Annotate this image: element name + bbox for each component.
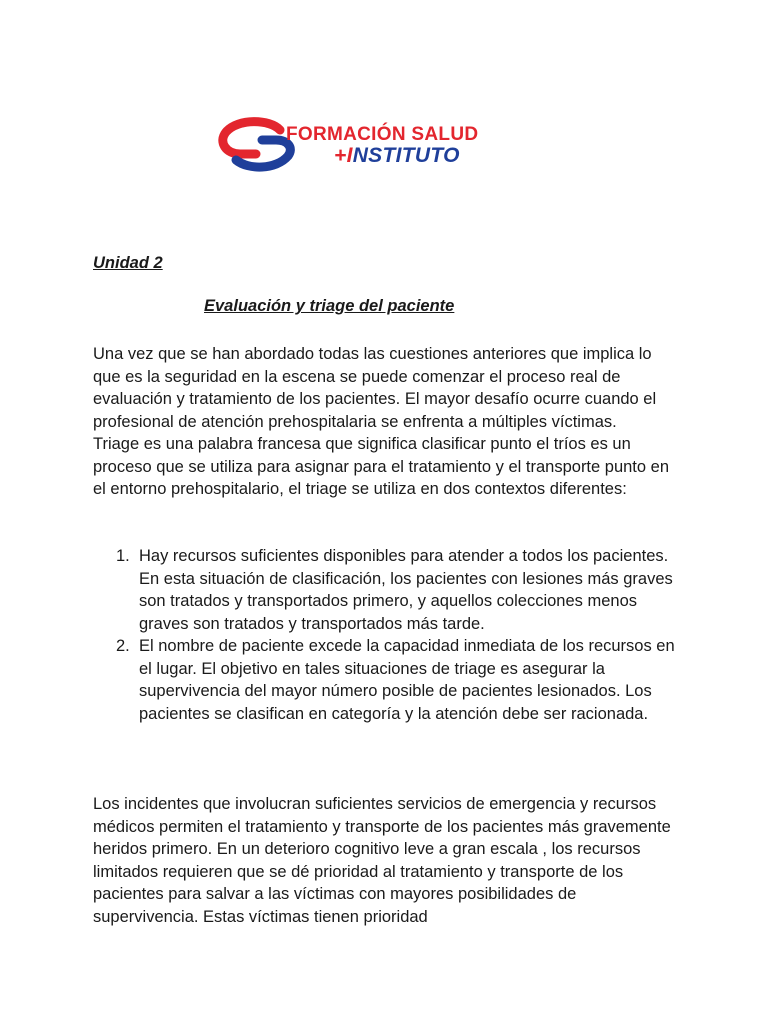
unit-heading: Unidad 2 [93,254,163,272]
list-item [93,545,683,635]
list-item-number: 2. [116,637,130,655]
list-item-text: Hay recursos suficientes disponibles para atender a todos los pacientes. En esta situación de clasificación, los pacientes con lesiones más graves son tratados y transportados primero, y aquellos colecciones menos graves son tratados y transportados más tarde. [139,547,673,633]
list-item-number: 1. [116,547,130,565]
logo-cross-icon: + [334,144,347,167]
intro-paragraphs [93,343,683,501]
paragraph-intro: Una vez que se han abordado todas las cuestiones anteriores que implica lo que es la seguridad en la escena se puede comenzar el proceso real de evaluación y tratamiento de los pacientes. El mayor desafío ocurre cuando el profesional de atención prehospitalaria se enfrenta a múltiples víctimas. [93,345,657,431]
formacion-salud-logo [218,116,508,172]
logo-figure-letter: I [346,144,353,167]
document-title: Evaluación y triage del paciente [204,297,455,315]
logo-line-instituto [334,144,460,168]
list-item-text: El nombre de paciente excede la capacidad inmediata de los recursos en el lugar. El objetivo en tales situaciones de triage es asegurar la supervivencia del mayor número posible de pacientes lesionados. Los pacientes se clasifican en categoría y la atención debe ser racionada. [139,637,675,723]
paragraph-incidents: Los incidentes que involucran suficientes servicios de emergencia y recursos médicos permiten el tratamiento y transporte de los pacientes más gravemente heridos primero. En un deterioro cognitivo leve a gran escala , los recursos limitados requieren que se dé prioridad al tratamiento y transporte de los pacientes para salvar a las víctimas con mayores posibilidades de supervivencia. Estas víctimas tienen prioridad [93,795,671,926]
list-item [93,635,683,725]
logo-instituto-text: NSTITUTO [352,144,460,167]
triage-contexts-list [93,545,683,725]
paragraph-triage-definition: Triage es una palabra francesa que significa clasificar punto el tríos es un proceso que se utiliza para asignar para el tratamiento y el transporte punto en el entorno prehospitalario, el triage se utiliza en dos contextos diferentes: [93,435,670,498]
logo-line-formacion-salud: FORMACIÓN SALUD [286,124,479,145]
